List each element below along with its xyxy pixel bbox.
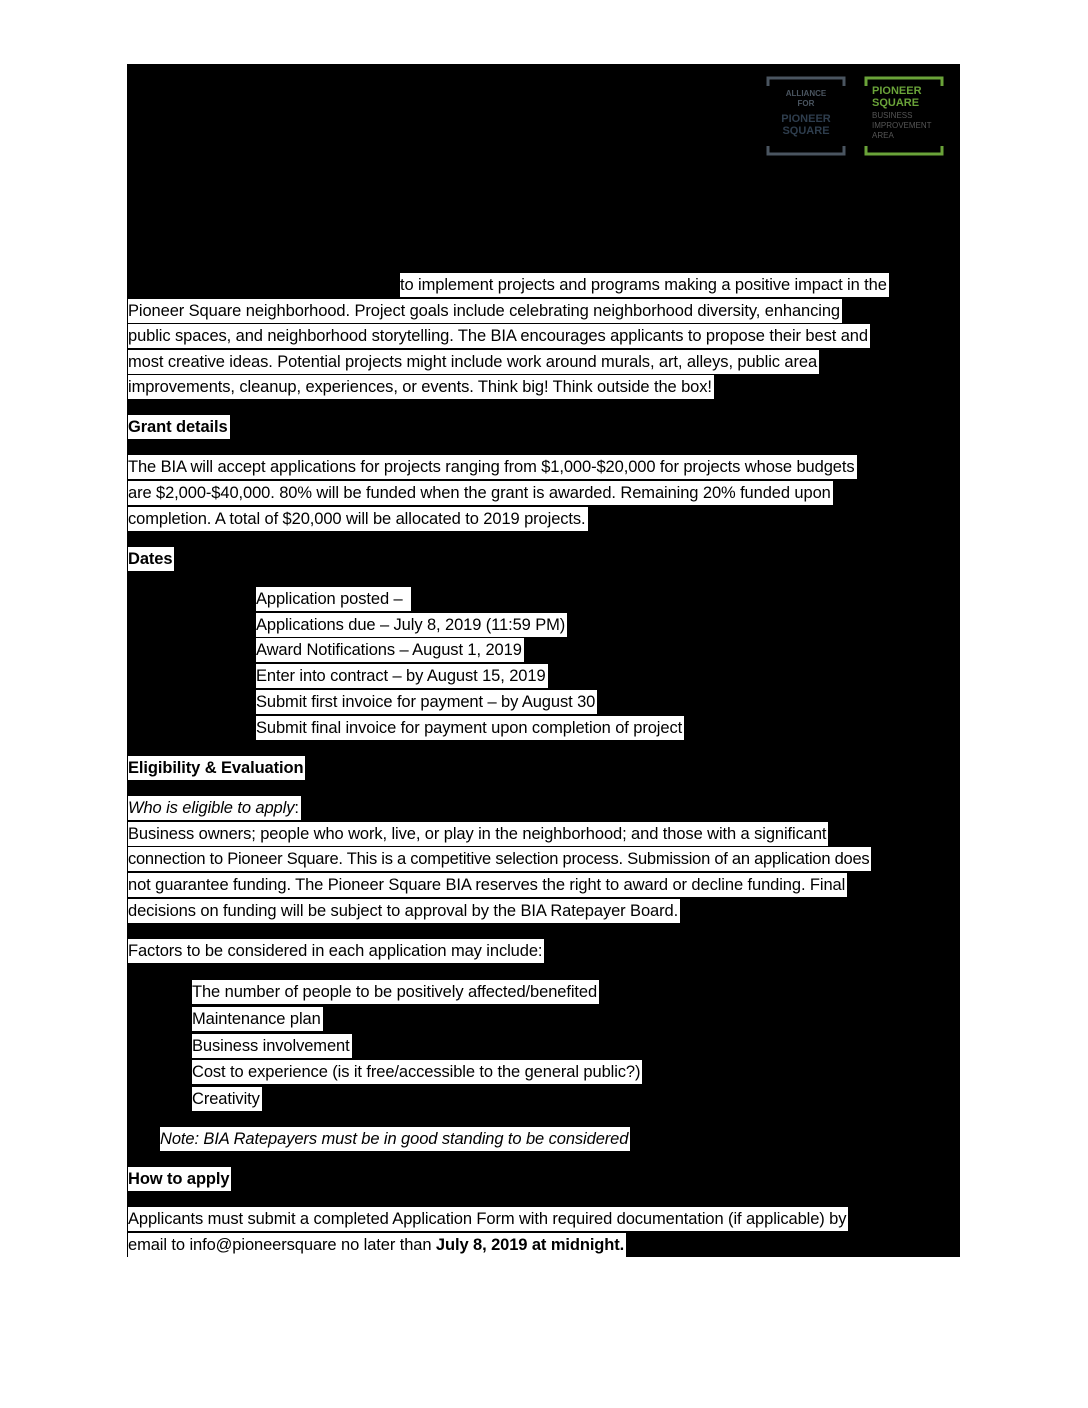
grant-details-text: completion. A total of $20,000 will be allocated to 2019 projects. — [128, 507, 588, 531]
intro-line — [128, 299, 842, 323]
eligibility-text: decisions on funding will be subject to approval by the BIA Ratepayer Board. — [128, 899, 680, 923]
factor-item — [192, 980, 599, 1004]
how-to-apply-prefix: email to info@pioneersquare no later than — [128, 1236, 436, 1254]
eligibility-line — [128, 873, 847, 897]
deadline-bold: July 8, 2019 at midnight. — [435, 1236, 625, 1254]
intro-line-text: to implement projects and programs making a positive impact in the — [400, 273, 889, 297]
factors-intro — [128, 939, 544, 963]
date-item-text: Applications due – July 8, 2019 (11:59 PM) — [256, 613, 567, 637]
date-item-text: Enter into contract – by August 15, 2019 — [256, 664, 548, 688]
eligibility-line — [128, 822, 828, 846]
alliance-logo-line1: ALLIANCE — [785, 89, 827, 98]
grant-details-line — [128, 481, 833, 505]
intro-line — [128, 324, 870, 348]
heading-text: Grant details — [128, 415, 230, 439]
who-eligible-italic: Who is eligible to apply — [128, 799, 295, 817]
grant-details-text: are $2,000-$40,000. 80% will be funded when the grant is awarded. Remaining 20% funded upon — [128, 481, 833, 505]
alliance-logo — [766, 76, 846, 156]
heading-text: Eligibility & Evaluation — [128, 756, 305, 780]
eligibility-text: not guarantee funding. The Pioneer Square BIA reserves the right to award or decline funding. Final — [128, 873, 847, 897]
how-to-apply-line — [128, 1233, 626, 1257]
alliance-logo-line2: FOR — [797, 99, 815, 108]
how-to-apply-line — [128, 1207, 848, 1231]
factors-intro-text: Factors to be considered in each application may include: — [128, 939, 544, 963]
eligibility-line — [128, 847, 871, 871]
ratepayer-note — [160, 1127, 630, 1151]
date-item — [256, 613, 567, 637]
date-item — [256, 690, 597, 714]
bia-logo — [864, 76, 944, 156]
grant-details-line — [128, 455, 857, 479]
intro-line — [128, 350, 819, 374]
bia-logo-line5: AREA — [872, 131, 894, 140]
date-item — [256, 587, 411, 611]
grant-details-text: The BIA will accept applications for projects ranging from $1,000-$20,000 for projects whose budgets — [128, 455, 857, 479]
bia-logo-line2: SQUARE — [872, 97, 920, 109]
date-item-text: Submit first invoice for payment – by August 30 — [256, 690, 597, 714]
section-heading-how-to-apply — [128, 1167, 231, 1191]
bia-logo-line1: PIONEER — [872, 85, 922, 97]
factor-item-text: Cost to experience (is it free/accessible to the general public?) — [192, 1060, 642, 1084]
factor-item — [192, 1034, 352, 1058]
factor-item-text: Creativity — [192, 1087, 262, 1111]
intro-line-text: public spaces, and neighborhood storytelling. The BIA encourages applicants to propose their best and — [128, 324, 870, 348]
bia-logo-line4: IMPROVEMENT — [872, 121, 932, 130]
date-item-text: Application posted – — [256, 587, 411, 611]
ratepayer-note-text: Note: BIA Ratepayers must be in good standing to be considered — [160, 1127, 630, 1151]
alliance-logo-line3: PIONEER — [781, 113, 831, 125]
factor-item — [192, 1087, 262, 1111]
date-item — [256, 664, 548, 688]
intro-line — [400, 273, 889, 297]
section-heading-eligibility — [128, 756, 305, 780]
how-to-apply-text: Applicants must submit a completed Application Form with required documentation (if applicable) by — [128, 1207, 848, 1231]
who-eligible-text — [128, 796, 301, 820]
grant-details-line — [128, 507, 588, 531]
how-to-apply-text — [128, 1233, 626, 1257]
intro-line-text: Pioneer Square neighborhood. Project goals include celebrating neighborhood diversity, enhancing — [128, 299, 842, 323]
factor-item-text: The number of people to be positively affected/benefited — [192, 980, 599, 1004]
heading-text: Dates — [128, 547, 174, 571]
intro-line-text: improvements, cleanup, experiences, or events. Think big! Think outside the box! — [128, 375, 714, 399]
date-item-text: Submit final invoice for payment upon completion of project — [256, 716, 684, 740]
date-item — [256, 638, 524, 662]
date-item-text: Award Notifications – August 1, 2019 — [256, 638, 524, 662]
alliance-logo-line4: SQUARE — [782, 125, 830, 137]
factor-item-text: Business involvement — [192, 1034, 352, 1058]
intro-line — [128, 375, 714, 399]
factor-item-text: Maintenance plan — [192, 1007, 323, 1031]
who-eligible-label — [128, 796, 301, 820]
factor-item — [192, 1060, 642, 1084]
heading-text: How to apply — [128, 1167, 231, 1191]
eligibility-text: connection to Pioneer Square. This is a competitive selection process. Submission of an application does — [128, 847, 871, 871]
factor-item — [192, 1007, 323, 1031]
who-eligible-colon: : — [294, 799, 299, 817]
section-heading-dates — [128, 547, 174, 571]
date-item — [256, 716, 684, 740]
intro-line-text: most creative ideas. Potential projects might include work around murals, art, alleys, public area — [128, 350, 819, 374]
eligibility-line — [128, 899, 680, 923]
section-heading-grant-details — [128, 415, 230, 439]
bia-logo-line3: BUSINESS — [872, 111, 913, 120]
eligibility-text: Business owners; people who work, live, or play in the neighborhood; and those with a significant — [128, 822, 828, 846]
